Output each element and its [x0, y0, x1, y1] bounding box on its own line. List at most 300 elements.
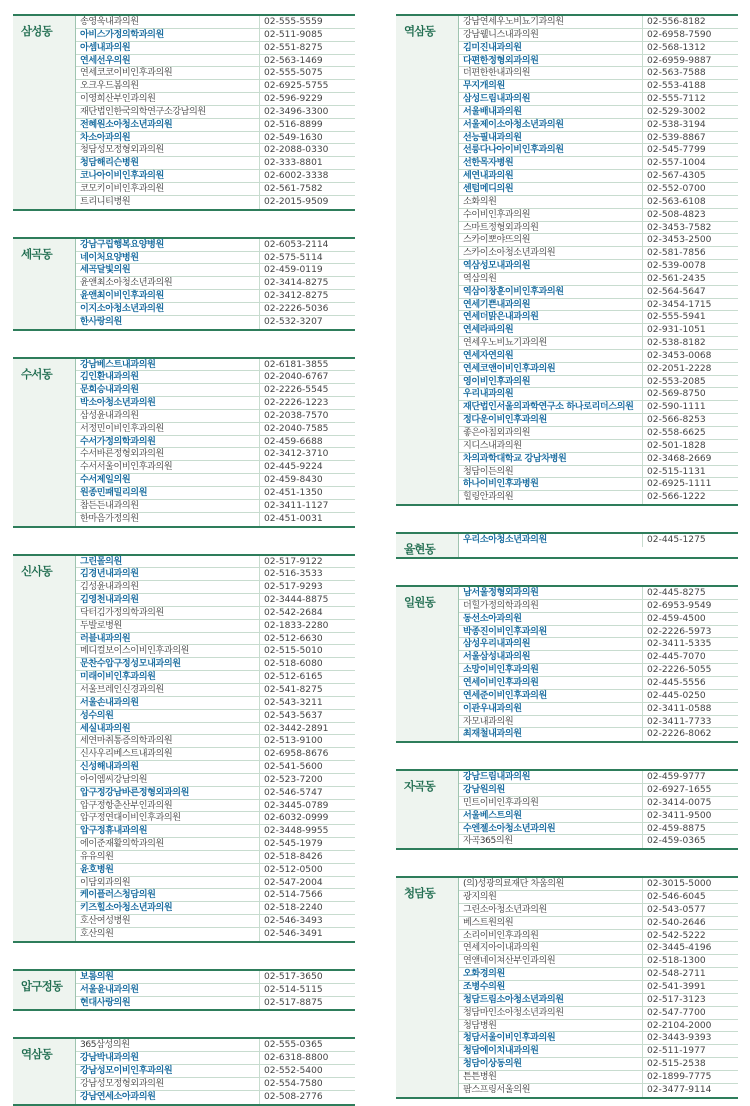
clinic-name: 문찬수압구정성모내과의원: [76, 658, 260, 670]
clinic-phone: 02-538-8182: [647, 338, 706, 349]
clinic-phone: 02-2015-9509: [264, 196, 329, 207]
clinic-row: [76, 500, 355, 513]
clinic-row: [459, 716, 738, 729]
clinic-row: [459, 1084, 738, 1097]
clinic-row: [76, 303, 355, 316]
clinic-row: [459, 234, 738, 247]
clinic-phone: 02-6032-0999: [264, 813, 329, 824]
clinic-phone: 02-517-3123: [647, 994, 706, 1005]
clinic-phone: 02-459-6688: [264, 436, 323, 447]
clinic-name: 이영희산부인과의원: [76, 93, 260, 105]
clinic-name: 연세코앤이비인후과의원: [459, 363, 643, 375]
clinic-name: 코나아이비인후과의원: [76, 170, 260, 182]
clinic-name: 차소아과의원: [76, 132, 260, 144]
clinic-phone: 02-517-8875: [264, 997, 323, 1008]
clinic-phone: 02-2226-5545: [264, 385, 329, 396]
clinic-row: [459, 534, 738, 547]
clinic-name: 서울제이소아청소년과의원: [459, 119, 643, 131]
dong-section: [396, 769, 738, 850]
clinic-row: [76, 513, 355, 526]
clinic-phone: 02-6318-8800: [264, 1053, 329, 1064]
clinic-name: 전혜원소아청소년과의원: [76, 119, 260, 131]
clinic-phone: 02-333-8801: [264, 158, 323, 169]
clinic-phone: 02-554-7580: [264, 1078, 323, 1089]
clinic-row: [76, 997, 355, 1010]
clinic-name: 소화의원: [459, 196, 643, 208]
clinic-phone: 02-2226-1223: [264, 398, 329, 409]
dong-section: [396, 585, 738, 743]
clinic-phone: 02-566-8253: [647, 415, 706, 426]
clinic-name: 정다운이비인후과의원: [459, 414, 643, 426]
clinic-phone: 02-551-8275: [264, 42, 323, 53]
clinic-phone: 02-543-0577: [647, 904, 706, 915]
clinic-phone: 02-445-5556: [647, 677, 706, 688]
clinic-phone: 02-555-5075: [264, 68, 323, 79]
clinic-row: [76, 607, 355, 620]
clinic-phone: 02-459-8430: [264, 475, 323, 486]
clinic-phone: 02-512-0500: [264, 864, 323, 875]
clinic-row: [459, 1058, 738, 1071]
clinic-row: [459, 994, 738, 1007]
clinic-row: [459, 119, 738, 132]
clinic-name: 미래이비인후과의원: [76, 671, 260, 683]
clinic-name: 윤앤최이비인후과의원: [76, 290, 260, 302]
clinic-row: [459, 600, 738, 613]
clinic-name: 연세선우의원: [76, 55, 260, 67]
clinic-row: [76, 487, 355, 500]
clinic-phone: 02-6002-3338: [264, 171, 329, 182]
clinic-row: [459, 80, 738, 93]
clinic-phone: 02-552-5400: [264, 1066, 323, 1077]
dong-label: 삼성동: [13, 16, 76, 209]
clinic-phone: 02-6959-9887: [647, 55, 712, 66]
clinic-name: 역삼이창훈이비인후과의원: [459, 286, 643, 298]
dong-section: [396, 876, 738, 1098]
clinic-name: 러블내과의원: [76, 633, 260, 645]
clinic-name: 닥터김가정의학과의원: [76, 607, 260, 619]
clinic-row: [76, 93, 355, 106]
clinic-row: [459, 478, 738, 491]
clinic-row: [459, 968, 738, 981]
clinic-phone: 02-2226-5055: [647, 665, 712, 676]
clinic-phone: 02-532-3207: [264, 316, 323, 327]
clinic-name: 김미진내과의원: [459, 42, 643, 54]
clinic-phone: 02-3454-1715: [647, 299, 712, 310]
clinic-name: 팜스프링서울의원: [459, 1084, 643, 1097]
clinic-phone: 02-511-1977: [647, 1046, 706, 1057]
clinic-phone: 02-517-9293: [264, 582, 323, 593]
clinic-row: [459, 311, 738, 324]
clinic-list: [459, 878, 738, 1096]
clinic-row: [459, 878, 738, 891]
clinic-name: 청담에이치내과의원: [459, 1045, 643, 1057]
section-gap: [13, 943, 355, 969]
clinic-name: 현대사랑의원: [76, 997, 260, 1010]
clinic-row: [459, 144, 738, 157]
clinic-row: [459, 491, 738, 504]
clinic-row: [459, 337, 738, 350]
clinic-row: [459, 106, 738, 119]
clinic-row: [459, 42, 738, 55]
clinic-row: [459, 784, 738, 797]
clinic-row: [459, 350, 738, 363]
clinic-row: [76, 851, 355, 864]
clinic-name: 청담드림소아청소년과의원: [459, 994, 643, 1006]
clinic-name: 그린몰의원: [76, 556, 260, 568]
clinic-phone: 02-547-2004: [264, 877, 323, 888]
clinic-row: [76, 556, 355, 569]
clinic-name: 압구정연대이비인후과의원: [76, 812, 260, 824]
clinic-row: [76, 397, 355, 410]
clinic-phone: 02-459-0119: [264, 265, 323, 276]
clinic-phone: 02-459-4500: [647, 613, 706, 624]
clinic-row: [76, 761, 355, 774]
clinic-name: 수서가정의학과의원: [76, 436, 260, 448]
clinic-row: [76, 864, 355, 877]
clinic-phone: 02-514-7566: [264, 890, 323, 901]
clinic-phone: 02-518-2240: [264, 903, 323, 914]
clinic-name: 스카이소아청소년과의원: [459, 247, 643, 259]
section-gap: [13, 331, 355, 357]
clinic-row: [459, 414, 738, 427]
clinic-name: 신사우리베스트내과의원: [76, 748, 260, 760]
clinic-row: [76, 106, 355, 119]
clinic-name: 남서울정형외과의원: [459, 587, 643, 599]
clinic-phone: 02-547-7700: [647, 1007, 706, 1018]
clinic-phone: 02-567-4305: [647, 171, 706, 182]
clinic-name: 세실내과의원: [76, 723, 260, 735]
clinic-phone: 02-518-8426: [264, 851, 323, 862]
clinic-row: [459, 835, 738, 848]
clinic-name: 청담이상동의원: [459, 1058, 643, 1070]
clinic-row: [76, 902, 355, 915]
clinic-row: [459, 981, 738, 994]
clinic-row: [76, 157, 355, 170]
clinic-phone: 02-555-0365: [264, 1040, 323, 1051]
clinic-name: 좋은아침외과의원: [459, 427, 643, 439]
clinic-name: 연세준이비인후과의원: [459, 690, 643, 702]
clinic-phone: 02-2040-7585: [264, 423, 329, 434]
clinic-name: 김영천내과의원: [76, 594, 260, 606]
clinic-row: [76, 671, 355, 684]
clinic-name: 삼성드림내과의원: [459, 93, 643, 105]
clinic-phone: 02-459-8875: [647, 823, 706, 834]
clinic-row: [459, 891, 738, 904]
clinic-row: [76, 658, 355, 671]
clinic-phone: 02-2104-2000: [647, 1020, 712, 1031]
clinic-row: [76, 723, 355, 736]
clinic-phone: 02-445-7070: [647, 652, 706, 663]
clinic-phone: 02-548-2711: [647, 969, 706, 980]
clinic-name: 두발로병원: [76, 620, 260, 632]
clinic-name: 메디컬보이스이비인후과의원: [76, 645, 260, 657]
clinic-row: [76, 594, 355, 607]
clinic-phone: 02-6958-8676: [264, 749, 329, 760]
dong-label: 청담동: [396, 878, 459, 1096]
clinic-phone: 02-3411-9500: [647, 810, 712, 821]
clinic-row: [76, 410, 355, 423]
clinic-name: 선한목자병원: [459, 157, 643, 169]
clinic-name: 수서제일의원: [76, 474, 260, 486]
clinic-row: [76, 684, 355, 697]
clinic-row: [76, 645, 355, 658]
clinic-name: 신성해내과의원: [76, 761, 260, 773]
clinic-row: [76, 423, 355, 436]
clinic-name: 민트이비인후과의원: [459, 797, 643, 809]
clinic-name: 한마음가정의원: [76, 513, 260, 526]
clinic-name: 조병수의원: [459, 981, 643, 993]
clinic-row: [459, 388, 738, 401]
clinic-name: 최재철내과의원: [459, 728, 643, 741]
clinic-phone: 02-931-1051: [647, 325, 706, 336]
clinic-phone: 02-3453-2500: [647, 235, 712, 246]
clinic-phone: 02-6958-7590: [647, 29, 712, 40]
section-gap: [13, 211, 355, 237]
clinic-row: [459, 904, 738, 917]
clinic-row: [459, 810, 738, 823]
clinic-phone: 02-539-0078: [647, 261, 706, 272]
clinic-list: [76, 1039, 355, 1103]
clinic-name: 호산의원: [76, 928, 260, 941]
clinic-row: [76, 877, 355, 890]
clinic-name: 김성윤내과의원: [76, 581, 260, 593]
clinic-row: [76, 316, 355, 329]
clinic-phone: 02-538-3194: [647, 119, 706, 130]
clinic-row: [459, 823, 738, 836]
clinic-phone: 02-539-8867: [647, 132, 706, 143]
clinic-name: 한사랑의원: [76, 316, 260, 329]
clinic-phone: 02-6181-3855: [264, 359, 329, 370]
clinic-list: [76, 359, 355, 526]
clinic-phone: 02-553-2085: [647, 376, 706, 387]
clinic-name: 연세지아이내과의원: [459, 942, 643, 954]
clinic-row: [76, 581, 355, 594]
clinic-row: [76, 29, 355, 42]
clinic-name: 힐링안과의원: [459, 491, 643, 504]
clinic-name: 수이비인후과의원: [459, 209, 643, 221]
clinic-row: [459, 196, 738, 209]
clinic-row: [76, 800, 355, 813]
clinic-phone: 02-541-5600: [264, 762, 323, 773]
clinic-row: [459, 1071, 738, 1084]
clinic-row: [459, 728, 738, 741]
clinic-name: 역삼의원: [459, 273, 643, 285]
clinic-name: 오화경의원: [459, 968, 643, 980]
clinic-name: 베스트원의원: [459, 917, 643, 929]
clinic-name: 청담서울이비인후과의원: [459, 1032, 643, 1044]
clinic-phone: 02-563-7588: [647, 68, 706, 79]
clinic-name: 우리소아청소년과의원: [459, 534, 643, 547]
clinic-list: [459, 771, 738, 848]
clinic-phone: 02-575-5114: [264, 252, 323, 263]
clinic-row: [459, 67, 738, 80]
clinic-phone: 02-555-5559: [264, 17, 323, 27]
clinic-name: 아셈내과의원: [76, 42, 260, 54]
clinic-name: 차의과학대학교 강남차병원: [459, 453, 643, 465]
clinic-name: 서울윤내과의원: [76, 984, 260, 996]
clinic-name: 연세라파의원: [459, 324, 643, 336]
clinic-phone: 02-508-2776: [264, 1091, 323, 1102]
clinic-row: [76, 928, 355, 941]
section-gap: [13, 1011, 355, 1037]
clinic-row: [76, 774, 355, 787]
clinic-name: 청담마인소아청소년과의원: [459, 1007, 643, 1019]
clinic-row: [76, 735, 355, 748]
clinic-row: [459, 286, 738, 299]
clinic-phone: 02-563-6108: [647, 196, 706, 207]
clinic-name: 소망이비인후과의원: [459, 664, 643, 676]
clinic-phone: 02-2040-6767: [264, 372, 329, 383]
clinic-name: 청담해리슨병원: [76, 157, 260, 169]
clinic-name: 더힐가정의학과의원: [459, 600, 643, 612]
clinic-row: [76, 436, 355, 449]
clinic-name: 연세이비인후과의원: [459, 677, 643, 689]
clinic-name: 연세기쁜내과의원: [459, 299, 643, 311]
clinic-row: [76, 252, 355, 265]
clinic-phone: 02-3412-3710: [264, 449, 329, 460]
clinic-name: 이지소아청소년과의원: [76, 303, 260, 315]
clinic-phone: 02-558-6625: [647, 428, 706, 438]
clinic-name: 서울배내과의원: [459, 106, 643, 118]
clinic-phone: 02-515-5010: [264, 646, 323, 657]
clinic-row: [459, 157, 738, 170]
right-column: [396, 14, 738, 1099]
clinic-phone: 02-556-8182: [647, 17, 706, 27]
clinic-row: [76, 812, 355, 825]
clinic-name: 영이비인후과의원: [459, 376, 643, 388]
clinic-name: 호산여성병원: [76, 915, 260, 927]
clinic-row: [76, 80, 355, 93]
dong-section: [13, 357, 355, 528]
section-gap: [396, 506, 738, 532]
clinic-phone: 02-3411-7733: [647, 716, 712, 727]
clinic-phone: 02-569-8750: [647, 389, 706, 400]
clinic-row: [459, 324, 738, 337]
clinic-phone: 02-445-9224: [264, 462, 323, 473]
clinic-name: 연세더맑은내과의원: [459, 311, 643, 323]
clinic-phone: 02-1833-2280: [264, 620, 329, 631]
clinic-row: [76, 787, 355, 800]
clinic-row: [459, 771, 738, 784]
clinic-row: [459, 427, 738, 440]
clinic-list: [76, 556, 355, 941]
clinic-row: [459, 466, 738, 479]
clinic-row: [76, 264, 355, 277]
section-gap: [13, 528, 355, 554]
clinic-phone: 02-459-9777: [647, 772, 706, 783]
clinic-row: [459, 209, 738, 222]
clinic-phone: 02-541-3991: [647, 982, 706, 992]
clinic-row: [76, 119, 355, 132]
clinic-name: 서울베스트의원: [459, 810, 643, 822]
clinic-name: 이관우내과의원: [459, 703, 643, 715]
clinic-phone: 02-517-3650: [264, 971, 323, 982]
clinic-name: 지디스내과의원: [459, 440, 643, 452]
clinic-row: [459, 170, 738, 183]
clinic-name: 365삼성의원: [76, 1039, 260, 1051]
clinic-name: (의)성광의료재단 차움의원: [459, 878, 643, 890]
clinic-name: 다편한정형외과의원: [459, 55, 643, 67]
dong-label: 신사동: [13, 556, 76, 941]
clinic-phone: 02-512-6165: [264, 672, 323, 683]
clinic-row: [76, 239, 355, 252]
clinic-row: [76, 1039, 355, 1052]
clinic-list: [459, 534, 738, 557]
clinic-phone: 02-529-3002: [647, 106, 706, 117]
clinic-row: [76, 384, 355, 397]
clinic-row: [76, 16, 355, 29]
clinic-name: 스카이뽀야뜨의원: [459, 234, 643, 246]
clinic-phone: 02-596-9229: [264, 94, 323, 105]
clinic-name: 선릉다나아이비인후과의원: [459, 144, 643, 156]
clinic-phone: 02-3444-8875: [264, 595, 329, 606]
clinic-phone: 02-1899-7775: [647, 1071, 712, 1082]
clinic-row: [459, 453, 738, 466]
clinic-name: 성수의원: [76, 710, 260, 722]
clinic-row: [76, 889, 355, 902]
clinic-name: 청담성모정형외과의원: [76, 144, 260, 156]
clinic-phone: 02-6953-9549: [647, 600, 712, 611]
clinic-row: [76, 710, 355, 723]
clinic-name: 김경년내과의원: [76, 568, 260, 580]
clinic-row: [459, 664, 738, 677]
clinic-row: [76, 697, 355, 710]
clinic-name: 코모키이비인후과의원: [76, 183, 260, 195]
clinic-phone: 02-3448-9955: [264, 826, 329, 837]
clinic-row: [459, 93, 738, 106]
clinic-phone: 02-553-4188: [647, 81, 706, 92]
clinic-phone: 02-451-1350: [264, 488, 323, 498]
clinic-phone: 02-541-8275: [264, 684, 323, 695]
clinic-phone: 02-512-6630: [264, 633, 323, 644]
clinic-row: [459, 917, 738, 930]
clinic-phone: 02-523-7200: [264, 774, 323, 785]
clinic-phone: 02-3411-5335: [647, 639, 712, 650]
clinic-row: [459, 613, 738, 626]
clinic-phone: 02-552-0700: [647, 183, 706, 194]
clinic-name: 연세자연의원: [459, 350, 643, 362]
clinic-name: 강남성모이비인후과의원: [76, 1065, 260, 1077]
clinic-phone: 02-6925-5755: [264, 81, 329, 92]
clinic-name: 아이엠씨강남의원: [76, 774, 260, 786]
clinic-row: [76, 67, 355, 80]
clinic-name: 더편한한내과의원: [459, 67, 643, 79]
clinic-row: [459, 183, 738, 196]
clinic-row: [76, 474, 355, 487]
clinic-name: 압구정강남바른정형외과의원: [76, 787, 260, 799]
dong-label: 수서동: [13, 359, 76, 526]
clinic-name: 원종민패밀리의원: [76, 487, 260, 499]
clinic-name: 연세우노비뇨기과의원: [459, 337, 643, 349]
clinic-name: 재단법인서울의과학연구소 하나로리더스의원: [459, 401, 643, 413]
dong-section: [13, 237, 355, 331]
clinic-row: [76, 371, 355, 384]
clinic-name: 서울삼성내과의원: [459, 651, 643, 663]
dong-label: 자곡동: [396, 771, 459, 848]
clinic-phone: 02-2226-5036: [264, 303, 329, 314]
clinic-phone: 02-2226-5973: [647, 626, 712, 637]
clinic-name: 압구정휴내과의원: [76, 825, 260, 837]
clinic-name: 윤앤최소아청소년과의원: [76, 277, 260, 289]
clinic-name: 오크우드봄의원: [76, 80, 260, 92]
clinic-name: 세연마취통증의학과의원: [76, 735, 260, 747]
clinic-row: [459, 677, 738, 690]
clinic-name: 트리니티병원: [76, 196, 260, 209]
clinic-phone: 02-2038-7570: [264, 410, 329, 421]
clinic-phone: 02-508-4823: [647, 209, 706, 220]
clinic-name: 하나이비인후과병원: [459, 478, 643, 490]
clinic-name: 김인환내과의원: [76, 371, 260, 383]
